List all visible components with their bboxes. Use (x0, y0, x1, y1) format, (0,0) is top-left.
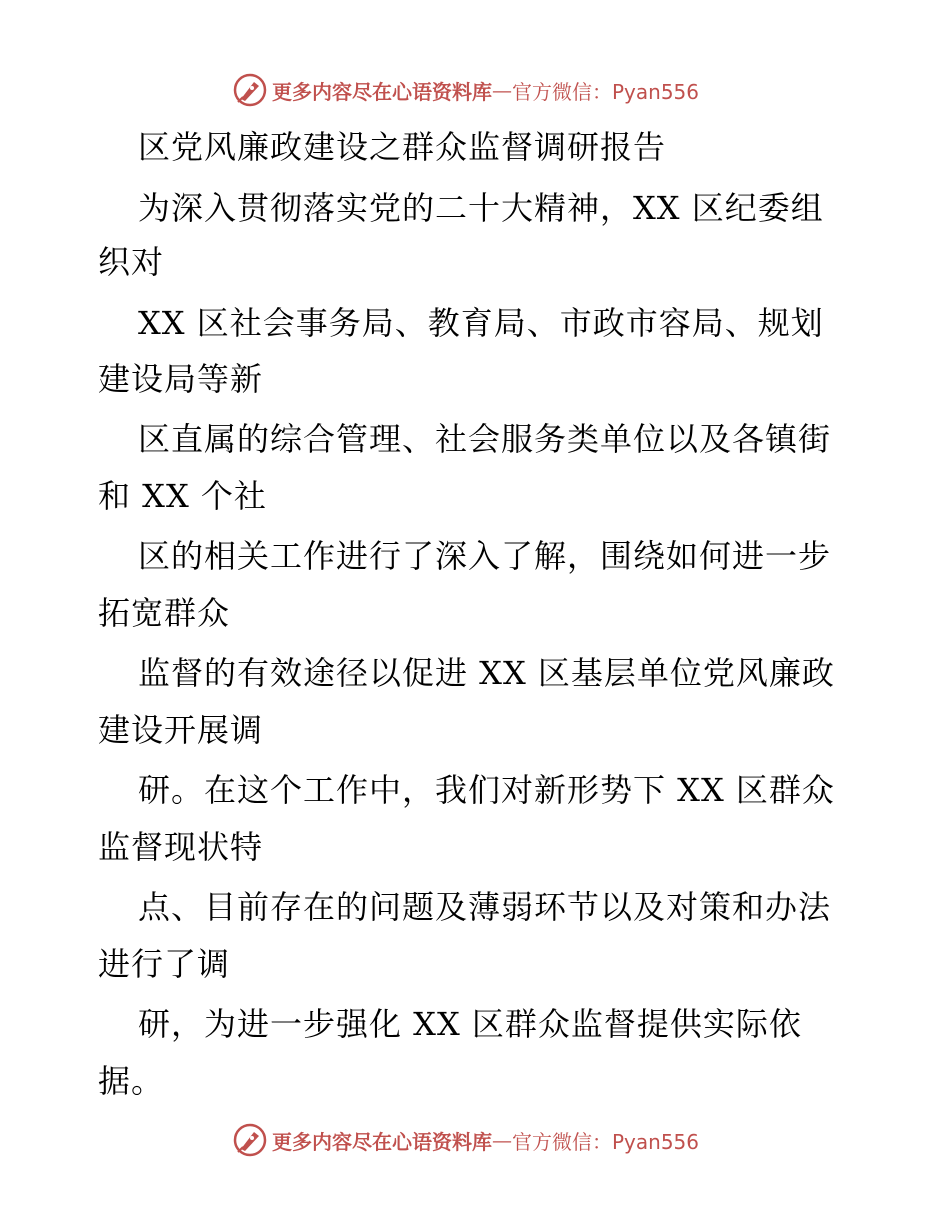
footer-banner (232, 1120, 699, 1160)
paragraph-line: 研，为进一步强化 XX 区群众监督提供实际依 (138, 1005, 802, 1043)
paragraph-line: 区的相关工作进行了深入了解，围绕如何进一步 (138, 537, 832, 575)
banner-main-text: 更多内容尽在心语资料库 (272, 1129, 492, 1154)
banner-main-text: 更多内容尽在心语资料库 (272, 79, 492, 104)
paragraph-line: 研。在这个工作中，我们对新形势下 XX 区群众 (138, 771, 835, 809)
paragraph-line: 监督现状特 (98, 828, 264, 866)
paragraph-line: 织对 (98, 243, 165, 281)
header-banner (232, 70, 699, 110)
banner-sub-text: 官方微信：Pyan556 (512, 79, 700, 104)
paragraph-line: 监督的有效途径以促进 XX 区基层单位党风廉政 (138, 654, 835, 692)
fountain-pen-logo-icon (232, 1122, 268, 1158)
banner-separator: — (492, 78, 512, 102)
paragraph-line: 和 XX 个社 (98, 477, 267, 515)
paragraph-line: 建设开展调 (98, 711, 264, 749)
paragraph-line: 进行了调 (98, 945, 231, 983)
paragraph-line: 拓宽群众 (98, 594, 231, 632)
banner-sub-text: 官方微信：Pyan556 (512, 1129, 700, 1154)
paragraph-line: 为深入贯彻落实党的二十大精神，XX 区纪委组 (138, 189, 824, 227)
paragraph-line: XX 区社会事务局、教育局、市政市容局、规划 (138, 304, 824, 342)
paragraph-line: 据。 (98, 1062, 165, 1100)
banner-separator: — (492, 1128, 512, 1152)
fountain-pen-logo-icon (232, 72, 268, 108)
paragraph-line: 点、目前存在的问题及薄弱环节以及对策和办法 (138, 888, 832, 926)
paragraph-line: 区直属的综合管理、社会服务类单位以及各镇街 (138, 420, 832, 458)
document-title: 区党风廉政建设之群众监督调研报告 (138, 128, 667, 166)
paragraph-line: 建设局等新 (98, 360, 264, 398)
